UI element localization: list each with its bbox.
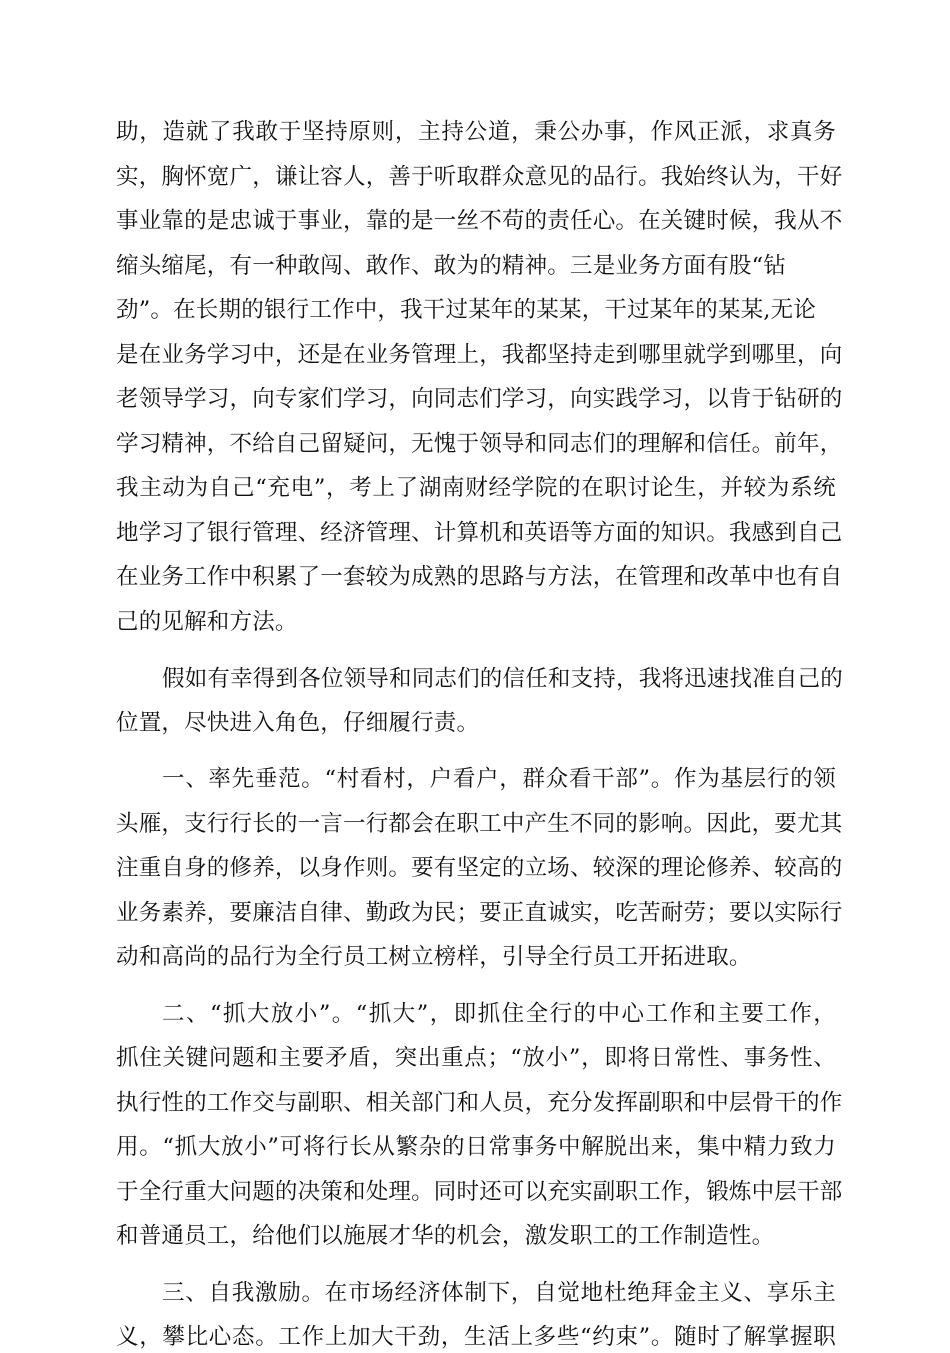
paragraph-line: 学习精神，不给自己留疑问，无愧于领导和同志们的理解和信任。前年， bbox=[116, 431, 843, 457]
paragraph-line: 业务素养，要廉洁自律、勤政为民；要正直诚实，吃苦耐劳；要以实际行 bbox=[116, 900, 843, 926]
paragraph-line: 助，造就了我敢于坚持原则，主持公道，秉公办事，作风正派，求真务 bbox=[116, 119, 836, 145]
paragraph-line: 二、“抓大放小”。“抓大”，即抓住全行的中心工作和主要工作， bbox=[162, 1001, 836, 1027]
paragraph-line: 己的见解和方法。 bbox=[116, 609, 298, 635]
paragraph-line: 用。“抓大放小”可将行长从繁杂的日常事务中解脱出来，集中精力致力 bbox=[116, 1134, 836, 1160]
paragraph-line: 执行性的工作交与副职、相关部门和人员，充分发挥副职和中层骨干的作 bbox=[116, 1090, 843, 1116]
paragraph-line: 老领导学习，向专家们学习，向同志们学习，向实践学习，以肯于钻研的 bbox=[116, 386, 843, 412]
paragraph-line: 头雁，支行行长的一言一行都会在职工中产生不同的影响。因此，要尤其 bbox=[116, 811, 843, 837]
paragraph-line: 动和高尚的品行为全行员工树立榜样，引导全行员工开拓进取。 bbox=[116, 944, 752, 970]
paragraph-line: 实，胸怀宽广，谦让容人，善于听取群众意见的品行。我始终认为，干好 bbox=[116, 164, 843, 190]
paragraph-line: 事业靠的是忠诚于事业，靠的是一丝不苟的责任心。在关键时候，我从不 bbox=[116, 208, 843, 234]
paragraph-line: 和普通员工，给他们以施展才华的机会，激发职工的工作制造性。 bbox=[116, 1223, 775, 1249]
paragraph-line: 劲”。在长期的银行工作中，我干过某年的某某，干过某年的某某,无论 bbox=[116, 297, 817, 323]
paragraph-line: 是在业务学习中，还是在业务管理上，我都坚持走到哪里就学到哪里，向 bbox=[116, 342, 843, 368]
paragraph-line: 位置，尽快进入角色，仔细履行责。 bbox=[116, 710, 480, 736]
paragraph-line: 于全行重大问题的决策和处理。同时还可以充实副职工作，锻炼中层干部 bbox=[116, 1179, 843, 1205]
paragraph-line: 一、率先垂范。“村看村，户看户，群众看干部”。作为基层行的领 bbox=[162, 766, 836, 792]
paragraph-line: 义，攀比心态。工作上加大干劲，生活上多些“约束”。随时了解掌握职 bbox=[116, 1324, 836, 1350]
paragraph-line: 三、自我激励。在市场经济体制下，自觉地杜绝拜金主义、享乐主 bbox=[162, 1280, 836, 1306]
paragraph-line: 假如有幸得到各位领导和同志们的信任和支持，我将迅速找准自己的 bbox=[162, 666, 844, 692]
paragraph-line: 地学习了银行管理、经济管理、计算机和英语等方面的知识。我感到自己 bbox=[116, 520, 843, 546]
paragraph-line: 注重自身的修养，以身作则。要有坚定的立场、较深的理论修养、较高的 bbox=[116, 855, 843, 881]
paragraph-line: 缩头缩尾，有一种敢闯、敢作、敢为的精神。三是业务方面有股“钻 bbox=[116, 253, 787, 279]
paragraph-line: 我主动为自己“充电”，考上了湖南财经学院的在职讨论生，并较为系统 bbox=[116, 475, 836, 501]
paragraph-line: 在业务工作中积累了一套较为成熟的思路与方法，在管理和改革中也有自 bbox=[116, 564, 843, 590]
paragraph-line: 抓住关键问题和主要矛盾，突出重点；“放小”，即将日常性、事务性、 bbox=[116, 1045, 836, 1071]
